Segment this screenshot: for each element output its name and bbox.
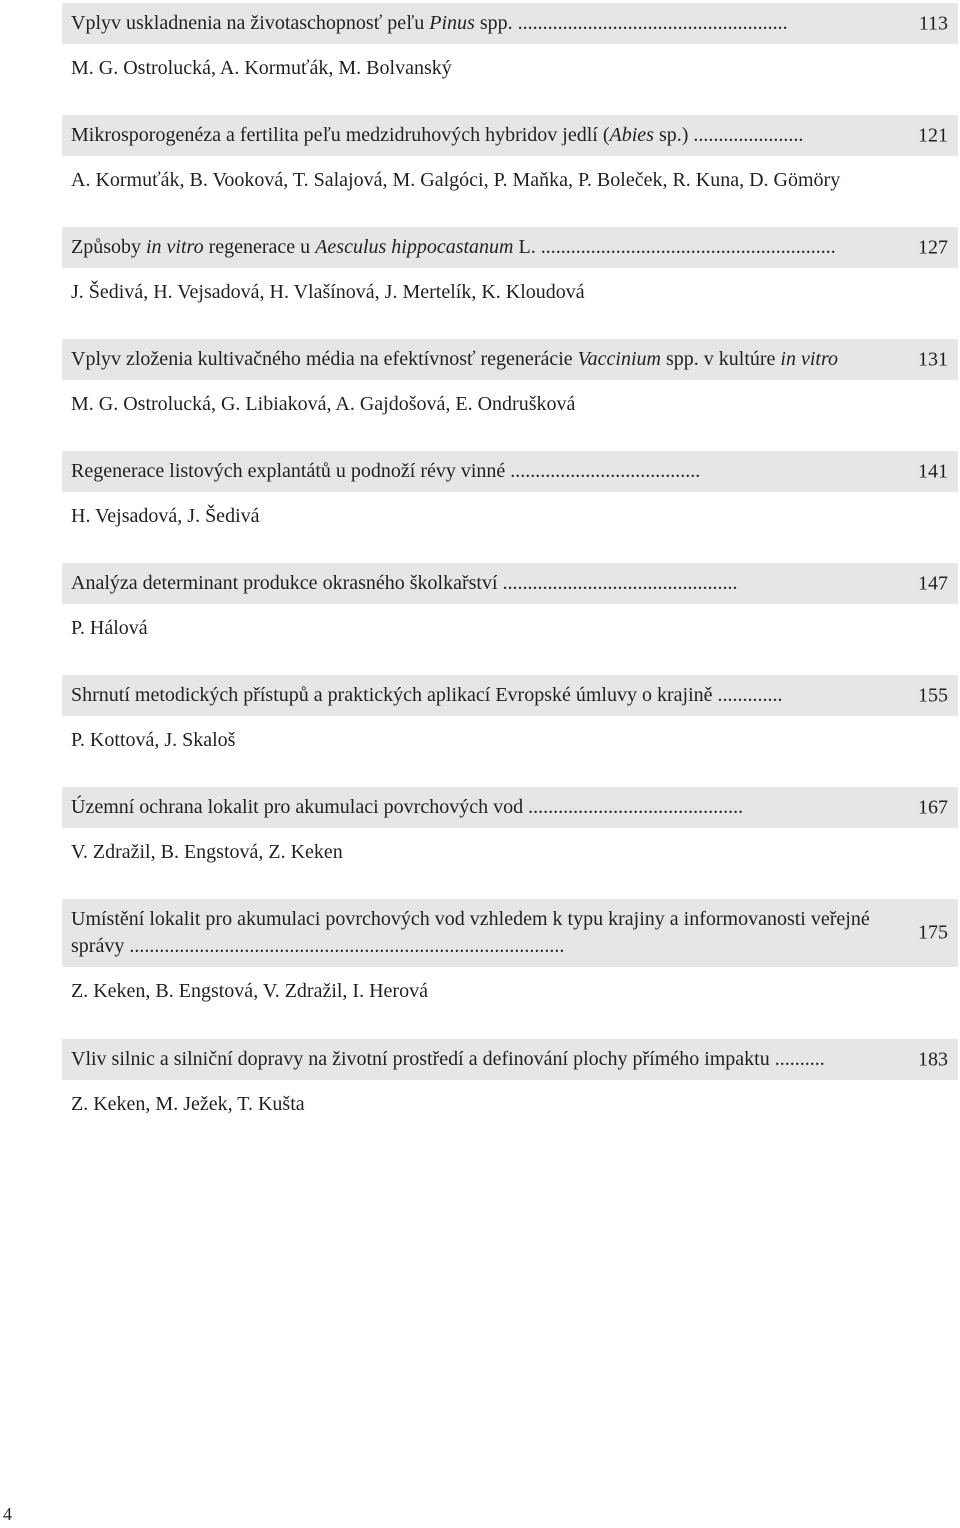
title-segment: Regenerace listových explantátů u podnoží révy vinné ...................................... (71, 460, 701, 482)
toc-entry-title-bar (62, 3, 958, 44)
toc-entry-authors: M. G. Ostrolucká, A. Kormuťák, M. Bolvanský (71, 57, 452, 79)
toc-entry[interactable] (62, 115, 958, 192)
toc-entry-title-bar (62, 563, 958, 604)
toc-entry-authors: H. Vejsadová, J. Šedivá (71, 505, 260, 527)
toc-entry-title (62, 451, 958, 492)
toc-entry-page: 155 (918, 684, 948, 706)
title-segment: spp. ...................................................... (474, 12, 788, 34)
toc-entry-title (62, 115, 958, 156)
page-number: 4 (3, 1504, 12, 1524)
toc-entry-authors: V. Zdražil, B. Engstová, Z. Keken (71, 841, 343, 863)
toc-entry-authors: M. G. Ostrolucká, G. Libiaková, A. Gajdošová, E. Ondrušková (71, 393, 576, 415)
toc-entry-page: 121 (918, 124, 948, 146)
toc-entry[interactable] (62, 675, 958, 752)
title-segment: Umístění lokalit pro akumulaci povrchových vod vzhledem k typu krajiny a informovanosti veřejné správy ....................................................................................... (71, 908, 870, 957)
toc-entry[interactable] (62, 899, 958, 1003)
toc-entry-title (62, 787, 958, 828)
title-segment: regenerace u (203, 236, 316, 258)
title-italic-segment: Vaccinium (577, 348, 661, 370)
toc-entry-authors: P. Hálová (71, 617, 148, 639)
toc-entry-title-bar (62, 899, 958, 967)
toc-entry-title (62, 899, 958, 967)
toc-entry-title (62, 339, 958, 380)
toc-entry-title (62, 3, 958, 44)
title-segment: Způsoby (71, 236, 146, 258)
toc-entry-page: 113 (918, 12, 948, 34)
toc-entry[interactable] (62, 3, 958, 80)
toc-entry[interactable] (62, 563, 958, 640)
toc-entry-authors: A. Kormuťák, B. Vooková, T. Salajová, M. Galgóci, P. Maňka, P. Boleček, R. Kuna, D. Gömöry (71, 169, 841, 191)
toc-entry-title (62, 563, 958, 604)
toc-entry-title (62, 1039, 958, 1080)
title-segment: Územní ochrana lokalit pro akumulaci povrchových vod ........................................... (71, 796, 744, 818)
toc-entry-title-bar (62, 115, 958, 156)
toc-entry[interactable] (62, 451, 958, 528)
title-segment: Vliv silnic a silniční dopravy na životní prostředí a definování plochy přímého impaktu .......... (71, 1048, 825, 1070)
title-italic-segment: Pinus (429, 12, 475, 34)
toc-entry-page: 175 (918, 921, 948, 944)
toc-entry[interactable] (62, 1039, 958, 1116)
toc-entry[interactable] (62, 787, 958, 864)
toc-entry-title (62, 227, 958, 268)
title-italic-segment: Abies (609, 124, 654, 146)
title-italic-segment: in vitro (146, 236, 204, 258)
toc-entry-title-bar (62, 787, 958, 828)
title-segment: spp. v kultúre (660, 348, 781, 370)
toc-entry-page: 167 (918, 796, 948, 818)
toc-entry[interactable] (62, 339, 958, 416)
toc-entry-page: 147 (918, 572, 948, 594)
toc-entry-title-bar (62, 451, 958, 492)
toc-entry-title (62, 675, 958, 716)
toc-entry-page: 141 (918, 460, 948, 482)
toc-entry-page: 127 (918, 236, 948, 258)
title-segment: Vplyv zloženia kultivačného média na efektívnosť regenerácie (71, 348, 578, 370)
toc-entry-authors: Z. Keken, M. Ježek, T. Kušta (71, 1093, 305, 1115)
title-segment: Shrnutí metodických přístupů a praktických aplikací Evropské úmluvy o krajině ............. (71, 684, 783, 706)
title-segment: Analýza determinant produkce okrasného školkařství ............................................... (71, 572, 738, 594)
toc-entry-title-bar (62, 1039, 958, 1080)
title-italic-segment: Aesculus hippocastanum (315, 236, 514, 258)
toc-entry-authors: P. Kottová, J. Skaloš (71, 729, 236, 751)
toc-entry-authors: Z. Keken, B. Engstová, V. Zdražil, I. Herová (71, 980, 428, 1002)
toc-entry-page: 131 (918, 348, 948, 370)
title-italic-segment: in vitro (780, 348, 839, 370)
toc-entry[interactable] (62, 227, 958, 304)
toc-entry-title-bar (62, 675, 958, 716)
title-segment: L. ........................................................... (513, 236, 836, 258)
title-segment: Mikrosporogenéza a fertilita peľu medzidruhových hybridov jedlí ( (71, 124, 610, 146)
title-segment: sp.) ...................... (653, 124, 804, 146)
toc-entry-page: 183 (918, 1048, 948, 1070)
toc-entry-authors: J. Šedivá, H. Vejsadová, H. Vlašínová, J. Mertelík, K. Kloudová (71, 281, 585, 303)
title-segment: Vplyv uskladnenia na životaschopnosť peľu (71, 12, 430, 34)
toc-entry-title-bar (62, 227, 958, 268)
toc-entry-title-bar (62, 339, 958, 380)
